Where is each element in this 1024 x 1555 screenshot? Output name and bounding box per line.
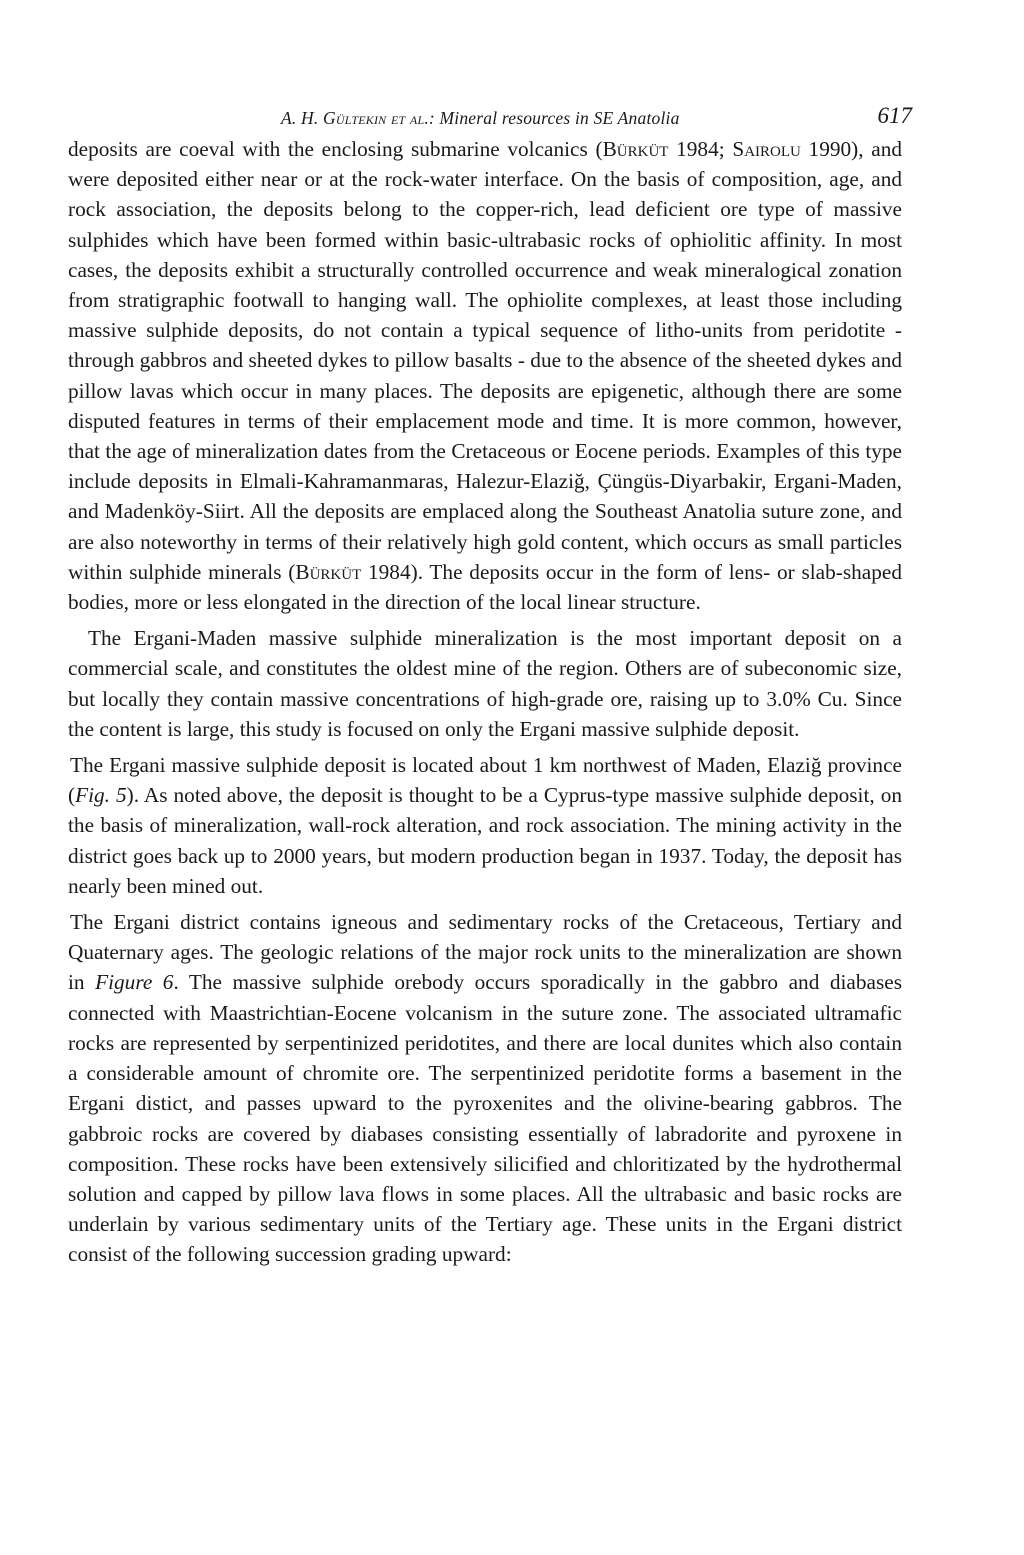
paragraph-2: The Ergani-Maden massive sulphide mineralization is the most important deposit on a commercial scale, and constitutes the oldest mine of the region. Others are of subeconomic size, but locally they contain massive concentrations of high-grade ore, raising up to 3.0% Cu. Since the content is large, this study is focused on only the Ergani massive sulphide deposit.	[68, 626, 902, 741]
figure-ref-5: Fig. 5	[75, 783, 127, 808]
running-title-text: : Mineral resources in SE Anatolia	[428, 108, 680, 128]
paragraph-4	[68, 907, 902, 1269]
figure-ref-6: Figure 6	[95, 970, 174, 995]
citation-burkut-2: Bürküt	[295, 559, 362, 584]
paragraph-1	[68, 134, 902, 617]
paragraph-1-text-a: deposits are coeval with the enclosing submarine volcanics (	[68, 137, 603, 161]
page	[68, 100, 912, 1270]
running-title-author: A. H. Gültekin et al.	[281, 108, 429, 128]
page-number: 617	[877, 103, 912, 128]
paragraph-4-text-b: . The massive sulphide orebody occurs sporadically in the gabbro and diabases connected with Maastrichtian-Eocene volcanism in the suture zone. The associated ultramafic rocks are represented by serpentinized peridotites, and there are local dunites which also contain a considerable amount of chromite ore. The serpentinized peridotite forms a basement in the Ergani distict, and passes upward to the pyroxenites and the olivine-bearing gabbros. The gabbroic rocks are covered by diabases consisting essentially of labradorite and pyroxene in composition. These rocks have been extensively silicified and chloritizated by the hydrothermal solution and capped by pillow lava flows in some places. All the ultrabasic and basic rocks are underlain by various sedimentary units of the Tertiary age. These units in the Ergani district consist of the following succession grading upward:	[68, 970, 903, 1267]
running-head	[68, 100, 912, 134]
citation-sairolu: Sairolu	[732, 137, 801, 161]
paragraph-3-text-b: ). As noted above, the deposit is thought to be a Cyprus-type massive sulphide deposit, on the basis of mineralization, wall-rock alteration, and rock association. The mining activity in the district goes back up to 2000 years, but modern production began in 1937. Today, the deposit has nearly been mined out.	[68, 783, 902, 898]
paragraph-1-text-b: 1984;	[668, 137, 733, 161]
paragraph-1-text-c: 1990), and were deposited either near or at the rock-water interface. On the basis of composition, age, and rock association, the deposits belong to the copper-rich, lead deficient ore type of massive sulphides which have been formed within basic-ultrabasic rocks of ophiolitic affinity. In most cases, the deposits exhibit a structurally controlled occurrence and weak mineralogical zonation from stratigraphic footwall to hanging wall. The ophiolite complexes, at least those including massive sulphide deposits, do not contain a typical sequence of litho-units from peridotite - through gabbros and sheeted dykes to pillow basalts - due to the absence of the sheeted dykes and pillow lavas which occur in many places. The deposits are epigenetic, although there are some disputed features in terms of their emplacement mode and time. It is more common, however, that the age of mineralization dates from the Cretaceous or Eocene periods. Examples of this type include deposits in Elmali-Kahramanmaras, Halezur-Elaziğ, Çüngüs-Diyarbakir, Ergani-Maden, and Madenköy-Siirt. All the deposits are emplaced along the Southeast Anatolia suture zone, and are also noteworthy in terms of their relatively high gold content, which occurs as small particles within sulphide minerals (	[68, 137, 902, 584]
paragraph-4-text-a: The Ergani district contains igneous and sedimentary rocks of the Cretaceous, Tertiary and Quaternary ages. The geologic relations of the major rock units to the mineralization are shown in	[68, 910, 902, 995]
paragraph-3-text-a: The Ergani massive sulphide deposit is located about 1 km northwest of Maden, Elaziğ province (	[68, 753, 902, 808]
paragraph-3	[68, 750, 902, 901]
paragraph-1-text-d: 1984). The deposits occur in the form of lens- or slab-shaped bodies, more or less elongated in the direction of the local linear structure.	[68, 559, 902, 615]
running-title	[281, 108, 680, 129]
citation-burkut-1: Bürküt	[602, 137, 669, 161]
